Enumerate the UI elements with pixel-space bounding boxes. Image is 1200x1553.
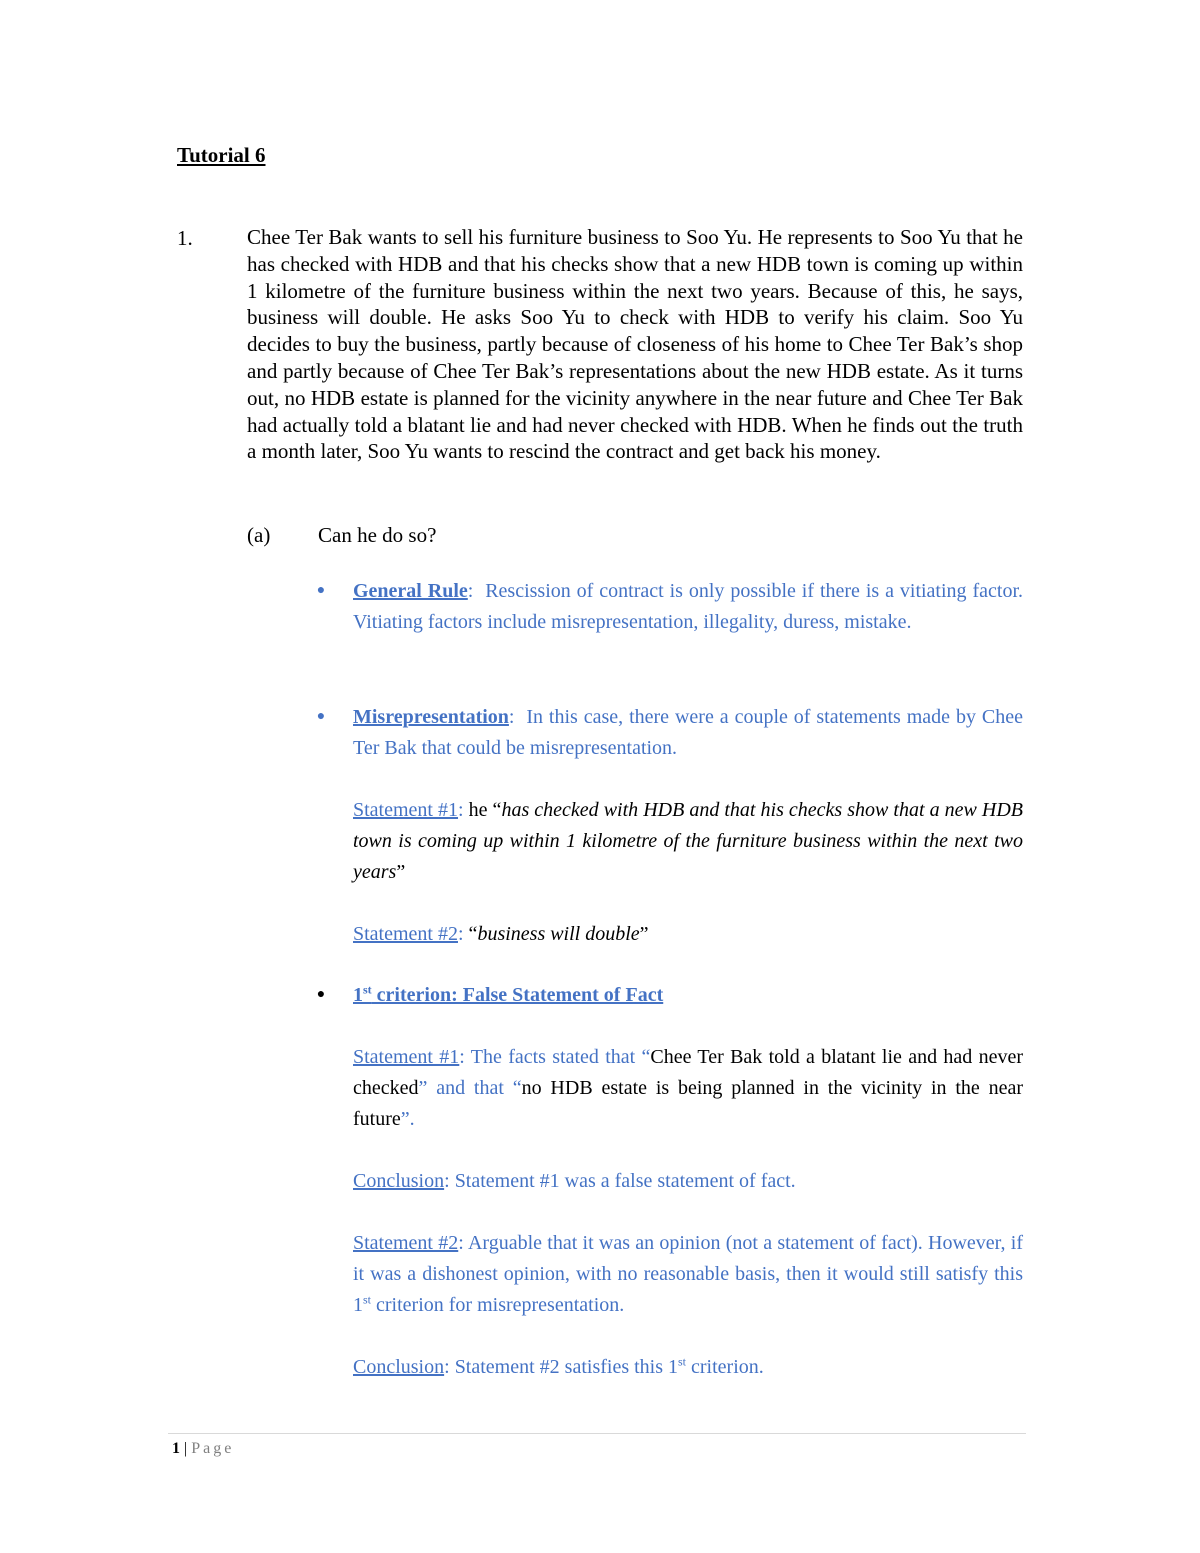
page-footer: 1 | Page [172,1440,235,1457]
statement-2-paragraph: Statement #2: “business will double” [353,923,649,945]
c1-statement-1-label: Statement #1 [353,1046,460,1068]
criterion-1-statement-2: Statement #2: Arguable that it was an opinion (not a statement of fact). However, if it was a dishonest opinion, with no reasonable basis, then it would still satisfy this 1st criterion for misrepresentation. [353,1232,1024,1316]
statement-1-paragraph: Statement #1: he “has checked with HDB and that his checks show that a new HDB town is coming up within 1 kilometre of the furniture business within the next two years” [353,799,1023,883]
general-rule-text: Rescission of contract is only possible if there is a vitiating factor. Vitiating factors include misrepresentation, illegality, duress, mistake. [353,580,1023,633]
bullet-icon: ● [316,583,326,598]
statement-1-quote: has checked with HDB and that his checks show that a new HDB town is coming up within 1 kilometre of the furniture business within the next two years [353,799,1023,883]
c1-statement-2-label: Statement #2 [353,1232,459,1254]
page-word: Page [191,1440,235,1457]
misrepresentation-paragraph: Misrepresentation: In this case, there were a couple of statements made by Chee Ter Bak that could be misrepresentation. [353,706,1023,759]
page-number: 1 [172,1440,180,1457]
bullet-icon: ● [316,709,326,724]
criterion-1-statement-1: Statement #1: The facts stated that “Chee Ter Bak told a blatant lie and had never checked” and that “no HDB estate is being planned in the vicinity in the near future”. [353,1046,1023,1130]
misrepresentation-text: In this case, there were a couple of statements made by Chee Ter Bak that could be misrepresentation. [353,706,1023,759]
statement-2-quote: business will double [477,923,640,945]
sub-question-text: Can he do so? [318,523,437,547]
question-text: Chee Ter Bak wants to sell his furniture business to Soo Yu. He represents to Soo Yu that he has checked with HDB and that his checks show that a new HDB town is coming up within 1 kilometre of the furniture business within the next two years. Because of this, he says, business will double. He asks Soo Yu to check with HDB to verify his claim. Soo Yu decides to buy the business, partly because of closeness of his home to Chee Ter Bak’s shop and partly because of Chee Ter Bak’s representations about the new HDB estate. As it turns out, no HDB estate is planned for the vicinity anywhere in the near future and Chee Ter Bak had actually told a blatant lie and had never checked with HDB. When he finds out the truth a month later, Soo Yu wants to rescind the contract and get back his money. [247,225,1023,464]
criterion-1-conclusion-1: Conclusion: Statement #1 was a false statement of fact. [353,1170,796,1192]
statement-1-label: Statement #1 [353,799,459,821]
general-rule-paragraph: General Rule: Rescission of contract is only possible if there is a vitiating factor. Vitiating factors include misrepresentation, illegality, duress, mistake. [353,580,1023,633]
sub-question-label: (a) [247,523,271,547]
misrepresentation-heading: Misrepresentation [353,706,509,728]
statement-2-label: Statement #2 [353,923,458,945]
footer-divider [168,1433,1026,1434]
criterion-1-conclusion-2: Conclusion: Statement #2 satisfies this 1st criterion. [353,1354,764,1378]
question-number: 1. [177,226,193,250]
bullet-icon: ● [316,987,326,1002]
general-rule-heading: General Rule [353,580,468,602]
conclusion-2-label: Conclusion [353,1356,445,1378]
conclusion-1-label: Conclusion [353,1170,445,1192]
page-title: Tutorial 6 [177,143,266,167]
criterion-1-heading: 1st criterion: False Statement of Fact [353,982,664,1006]
